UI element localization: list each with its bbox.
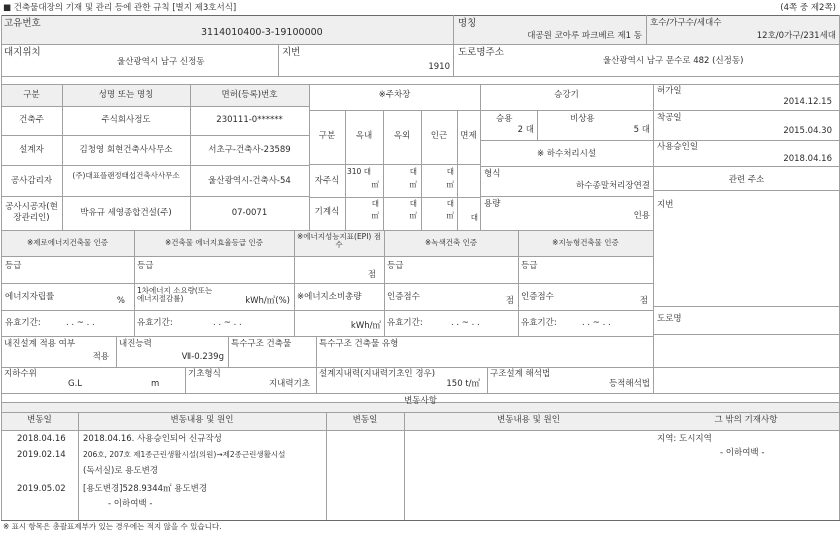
- green-validity-value: . . ~ . .: [451, 318, 480, 328]
- elevator-passenger-value: 2 대: [517, 125, 534, 135]
- people-license: 울산광역시-건축사-54: [208, 176, 291, 186]
- change-date: 2018.04.16: [17, 434, 66, 444]
- analysis-method-label: 구조설계 해석법: [490, 369, 551, 379]
- smart-grade-label: 등급: [521, 261, 538, 271]
- people-name: 김청영 회현건축사사무소: [79, 145, 173, 155]
- elevator-title: 승강기: [554, 90, 579, 100]
- parking-row-mech: 기계식: [314, 207, 340, 217]
- changes-title: 변동사항: [404, 396, 437, 406]
- name-value: 대공원 코아루 파크베르 제1 동: [527, 31, 642, 41]
- change-date: 2019.05.02: [17, 484, 66, 494]
- parking-mech-outdoor: 대: [409, 199, 417, 208]
- name-label: 명칭: [458, 18, 477, 29]
- parking-exempt-unit: 대: [470, 213, 478, 222]
- energy-consumption-label: ※에너지소비총량: [297, 292, 362, 302]
- self-rate-label: 에너지자립률: [5, 292, 55, 302]
- people-role: 공사감리자: [10, 176, 53, 186]
- site-label: 대지위치: [4, 47, 41, 58]
- smart-cert-score-label: 인증점수: [521, 292, 554, 302]
- eff-validity-label: 유효기간:: [137, 318, 173, 328]
- change-content: [용도변경]528.9344㎡ 용도변경: [83, 484, 208, 494]
- parking-self-outdoor-area: ㎡: [409, 180, 417, 189]
- green-building-title: ※녹색건축 인증: [424, 238, 478, 247]
- sewage-title: ※ 하수처리시설: [536, 149, 597, 159]
- epi-title: ※에너지성능지표(EPI) 점수: [297, 232, 381, 249]
- changes-header-date: 변동일: [27, 415, 52, 425]
- parking-header-indoor: 옥내: [355, 131, 373, 141]
- energy-consumption-unit: kWh/㎡: [350, 321, 381, 331]
- primary-energy-unit: kWh/㎡(%): [245, 296, 290, 306]
- eff-grade-label: 등급: [137, 261, 154, 271]
- sewage-capacity-value: 인용: [633, 211, 650, 221]
- elevator-emergency-label: 비상용: [570, 114, 595, 124]
- change-content: (독서실)로 용도변경: [83, 466, 159, 476]
- elevator-emergency-value: 5 대: [633, 125, 650, 135]
- unique-no-label: 고유번호: [4, 18, 41, 29]
- change-content: - 이하여백 -: [108, 499, 153, 509]
- permit-date-label: 허가일: [657, 86, 682, 96]
- green-cert-score-label: 인증점수: [387, 292, 420, 302]
- parking-title: ※주차장: [378, 90, 411, 100]
- zero-grade-label: 등급: [5, 261, 22, 271]
- bearing-capacity-value: 150 t/㎡: [446, 379, 480, 389]
- self-rate-unit: %: [116, 296, 125, 306]
- seismic-label: 내진설계 적용 여부: [4, 339, 76, 349]
- parking-self-nearby: 대: [446, 167, 454, 176]
- road-label: 도로명주소: [458, 47, 504, 58]
- parking-header-nearby: 인근: [430, 131, 448, 141]
- changes-header-other: 그 밖의 기재사항: [714, 415, 778, 425]
- changes-header-content-2: 변동내용 및 원인: [497, 415, 560, 425]
- people-header-category: 구분: [23, 90, 40, 100]
- related-lot-label: 지번: [657, 200, 674, 210]
- seismic-capacity-label: 내진능력: [119, 339, 152, 349]
- parking-mech-nearby: 대: [446, 199, 454, 208]
- groundwater-label: 지하수위: [4, 369, 37, 379]
- parking-self-indoor: 310 대: [347, 167, 371, 176]
- changes-header-content: 변동내용 및 원인: [170, 415, 234, 425]
- lot-value: 1910: [428, 62, 450, 72]
- change-date: 2019.02.14: [17, 450, 66, 460]
- page-indicator: (4쪽 중 제2쪽): [780, 3, 836, 13]
- foundation-value: 지내력기초: [268, 379, 310, 389]
- approval-date-value: 2018.04.16: [783, 154, 832, 164]
- people-role: 건축주: [19, 115, 44, 125]
- people-header-name: 성명 또는 명칭: [98, 90, 154, 100]
- seismic-value: 적용: [92, 352, 109, 362]
- people-name: 박유규 세영종합건설(주): [80, 208, 172, 218]
- seismic-capacity-value: Ⅶ-0.239g: [181, 352, 224, 362]
- parking-mech-outdoor-area: ㎡: [409, 211, 417, 220]
- other-notes-line-2: - 이하여백 -: [720, 448, 765, 458]
- start-date-value: 2015.04.30: [783, 126, 832, 136]
- smart-validity-value: . . ~ . .: [582, 318, 611, 328]
- people-header-license: 면허(등록)번호: [221, 90, 278, 100]
- parking-self-indoor-area: ㎡: [371, 180, 379, 189]
- permit-date-value: 2014.12.15: [783, 97, 832, 107]
- bearing-capacity-label: 설계지내력(지내력기초인 경우): [319, 369, 436, 379]
- other-notes-line-1: 지역: 도시지역: [657, 434, 712, 444]
- people-role: 설계자: [19, 145, 44, 155]
- parking-row-self: 자주식: [314, 176, 340, 186]
- people-license: 07-0071: [231, 208, 268, 218]
- smart-score-unit: 점: [639, 296, 648, 306]
- parking-header-outdoor: 옥외: [393, 131, 411, 141]
- sewage-type-label: 형식: [484, 169, 501, 179]
- green-score-unit: 점: [505, 296, 514, 306]
- sewage-type-value: 하수종말처리장연결: [576, 181, 650, 191]
- groundwater-unit: m: [151, 379, 160, 389]
- people-role: 공사시공자(현장관리인): [5, 202, 58, 223]
- green-grade-label: 등급: [387, 261, 404, 271]
- parking-self-outdoor: 대: [409, 167, 417, 176]
- changes-header-date-2: 변동일: [352, 415, 378, 425]
- zero-validity-label: 유효기간:: [5, 318, 41, 328]
- special-structure-type-label: 특수구조 건축물 유형: [319, 339, 399, 349]
- people-name: (주)대표플랜정태섭건축사사무소: [72, 171, 180, 180]
- lot-label: 지번: [282, 47, 301, 58]
- elevator-passenger-label: 승용: [496, 114, 513, 124]
- approval-date-label: 사용승인일: [657, 142, 699, 152]
- footer-note: ※ 표시 항목은 총괄표제부가 있는 경우에는 적지 않을 수 있습니다.: [3, 522, 222, 531]
- epi-score-unit: 점: [367, 270, 376, 280]
- change-content: 2018.04.16. 사용승인되어 신규작성: [83, 434, 222, 444]
- parking-self-nearby-area: ㎡: [446, 180, 454, 189]
- households-value: 12호/0가구/231세대: [756, 31, 836, 41]
- sewage-capacity-label: 용량: [484, 199, 501, 209]
- start-date-label: 착공일: [657, 113, 682, 123]
- eff-validity-value: . . ~ . .: [213, 318, 242, 328]
- primary-energy-label: 1차에너지 소요량(또는 에너지절감률): [137, 286, 213, 303]
- zero-validity-value: . . ~ . .: [66, 318, 95, 328]
- form-title: ■ 건축물대장의 기재 및 관리 등에 관한 규칙 [별지 제3호서식]: [3, 3, 237, 13]
- parking-header-category: 구분: [318, 131, 336, 141]
- zero-energy-title: ※제로에너지건축물 인증: [26, 238, 109, 247]
- smart-building-title: ※지능형건축물 인증: [552, 238, 619, 247]
- people-license: 서초구-건축사-23589: [208, 145, 291, 155]
- foundation-label: 기초형식: [188, 369, 221, 379]
- related-road-label: 도로명: [657, 314, 682, 324]
- households-label: 호수/가구수/세대수: [650, 18, 722, 28]
- smart-validity-label: 유효기간:: [521, 318, 557, 328]
- road-value: 울산광역시 남구 문수로 482 (신정동): [603, 56, 744, 66]
- people-name: 주식회사정도: [101, 115, 151, 125]
- parking-header-exempt: 면제: [460, 131, 477, 141]
- parking-mech-indoor-area: ㎡: [371, 211, 379, 220]
- change-content: 206호, 207호 제1종근린생활시설(의원)→제2종근린생활시설: [83, 450, 286, 459]
- unique-no-value: 3114010400-3-19100000: [201, 27, 323, 38]
- green-validity-label: 유효기간:: [387, 318, 423, 328]
- special-structure-label: 특수구조 건축물: [231, 339, 292, 349]
- people-license: 230111-0******: [216, 115, 283, 125]
- groundwater-value: G.L: [68, 379, 83, 389]
- related-address-label: 관련 주소: [728, 175, 765, 185]
- site-value: 울산광역시 남구 신정동: [117, 57, 205, 67]
- parking-mech-indoor: 대: [371, 199, 379, 208]
- energy-efficiency-title: ※건축물 에너지효율등급 인증: [165, 238, 263, 247]
- analysis-method-value: 등적해석법: [608, 379, 650, 389]
- parking-mech-nearby-area: ㎡: [446, 211, 454, 220]
